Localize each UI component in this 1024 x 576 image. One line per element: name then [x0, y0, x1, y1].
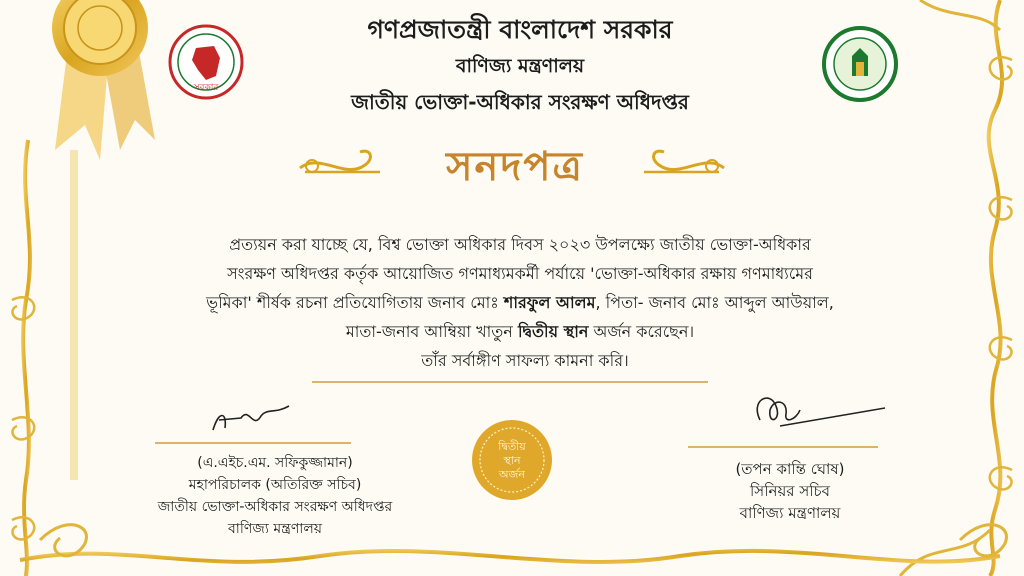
body-line-4	[170, 317, 870, 346]
right-signatory-name: (তপন কান্তি ঘোষ)	[735, 460, 845, 478]
left-signatory-name: (এ.এইচ.এম. সফিকুজ্জামান)	[197, 455, 353, 471]
right-signature	[740, 380, 890, 440]
body-line-3-start: ভূমিকা' শীর্ষক রচনা প্রতিযোগিতায় জনাব মোঃ	[206, 293, 504, 312]
left-signatory-org: জাতীয় ভোক্তা-অধিকার সংরক্ষণ অধিদপ্তর	[157, 499, 393, 515]
left-signature	[205, 400, 295, 440]
left-signatory-title: মহাপরিচালক (অতিরিক্ত সচিব)	[188, 477, 362, 493]
seal-line-3: অর্জন	[499, 468, 525, 481]
seal-line-1: দ্বিতীয়	[498, 440, 526, 453]
body-line-4-start: মাতা-জনাব আম্বিয়া খাতুন	[345, 322, 518, 341]
body-line-4-end: অর্জন করেছেন।	[588, 322, 695, 341]
recipient-name: শারফুল আলম	[503, 293, 596, 312]
body-line-3-end: , পিতা- জনাব মোঃ আব্দুল আউয়াল,	[595, 293, 834, 312]
department-name: জাতীয় ভোক্তা-অধিকার সংরক্ষণ অধিদপ্তর	[351, 90, 689, 114]
right-signatory-title: সিনিয়র সচিব	[750, 482, 830, 500]
left-signatory-ministry: বাণিজ্য মন্ত্রণালয়	[227, 521, 323, 537]
consumer-rights-department-logo	[822, 26, 898, 102]
left-signatory	[140, 452, 410, 540]
body-line-2: সংরক্ষণ অধিদপ্তর কর্তৃক আয়োজিত গণমাধ্যমকর্মী পর্যায়ে 'ভোক্তা-অধিকার রক্ষায় গণমাধ্যমের	[227, 264, 813, 283]
divider-line	[312, 381, 708, 383]
government-title: গণপ্রজাতন্ত্রী বাংলাদেশ সরকার	[367, 15, 673, 44]
achievement-position: দ্বিতীয় স্থান	[517, 322, 589, 341]
right-signatory-ministry: বাণিজ্য মন্ত্রণালয়	[739, 504, 841, 522]
body-line-3	[170, 288, 870, 317]
certificate-body	[170, 230, 870, 346]
left-signature-line	[155, 442, 351, 444]
body-line-1: প্রত্যয়ন করা যাচ্ছে যে, বিশ্ব ভোক্তা অধিকার দিবস ২০২৩ উপলক্ষ্যে জাতীয় ভোক্তা-অধিকার	[229, 235, 811, 254]
right-signature-line	[688, 446, 878, 448]
gold-seal	[470, 418, 554, 502]
right-signatory	[680, 458, 900, 524]
certificate-title: সনদপত্র	[446, 143, 584, 190]
seal-line-2: স্থান	[503, 454, 521, 467]
ministry-name: বাণিজ্য মন্ত্রণালয়	[455, 55, 585, 77]
logo-caption: সরকার	[193, 83, 219, 93]
wish-text: তাঁর সর্বাঙ্গীণ সাফল্য কামনা করি।	[421, 351, 629, 370]
